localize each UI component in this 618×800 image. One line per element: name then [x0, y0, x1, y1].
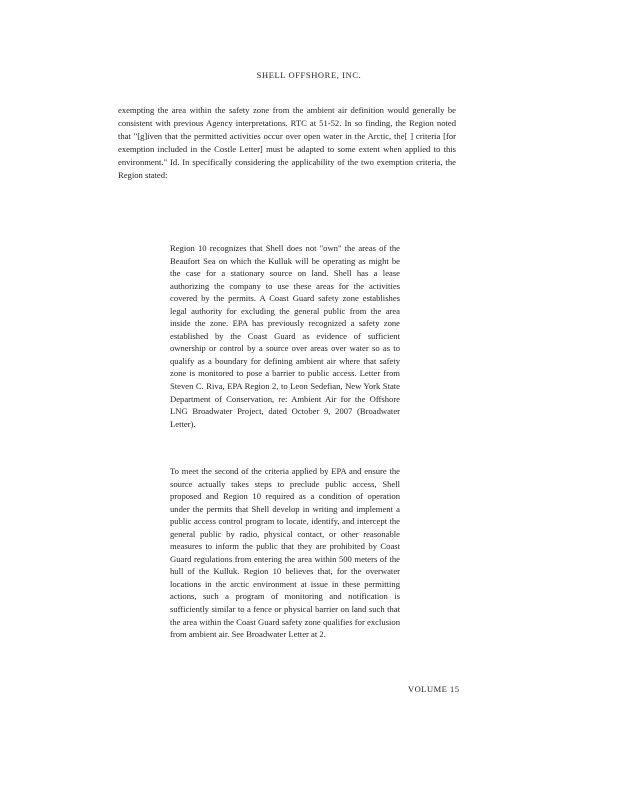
block-quote-1: Region 10 recognizes that Shell does not "own" the areas of the Beaufort Sea on which the Kulluk will be operating as might be the case for a stationary source on land. Shell has a lease authorizing the company to use these areas for the activities covered by the permits. A Coast Guard safety zone establishes legal authority for excluding the general public from the area inside the zone. EPA has previously recognized a safety zone established by the Coast Guard as evidence of sufficient ownership or control by a source over areas over water so as to qualify as a boundary for defining ambient air where that safety zone is monitored to pose a barrier to public access. Letter from Steven C. Riva, EPA Region 2, to Leon Sedefian, New York State Department of Conservation, re: Ambient Air for the Offshore LNG Broadwater Project, dated October 9, 2007 (Broadwater Letter). [170, 243, 400, 429]
body-paragraph: exempting the area within the safety zone from the ambient air definition would generally be consistent with previous Agency interpretations. RTC at 51-52. In so finding, the Region noted that "[g]iven that the permitted activities occur over open water in the Arctic, the[ ] criteria [for exemption included in the Costle Letter] must be adapted to some extent when applied to this environment." Id. In specifically considering the applicability of the two exemption criteria, the Region stated: [118, 105, 456, 181]
running-head: SHELL OFFSHORE, INC. [256, 70, 362, 80]
block-quote-2: To meet the second of the criteria applied by EPA and ensure the source actually takes steps to preclude public access, Shell proposed and Region 10 required as a condition of operation under the permits that Shell develop in writing and implement a public access control program to locate, identify, and intercept the general public by radio, physical contact, or other reasonable measures to inform the public that they are prohibited by Coast Guard regulations from entering the area within 500 meters of the hull of the Kulluk. Region 10 believes that, for the overwater locations in the arctic environment at issue in these permitting actions, such a program of monitoring and notification is sufficiently similar to a fence or physical barrier on land such that the area within the Coast Guard safety zone qualifies for exclusion from ambient air. See Broadwater Letter at 2. [170, 466, 400, 640]
volume-folio: VOLUME 15 [408, 684, 460, 694]
